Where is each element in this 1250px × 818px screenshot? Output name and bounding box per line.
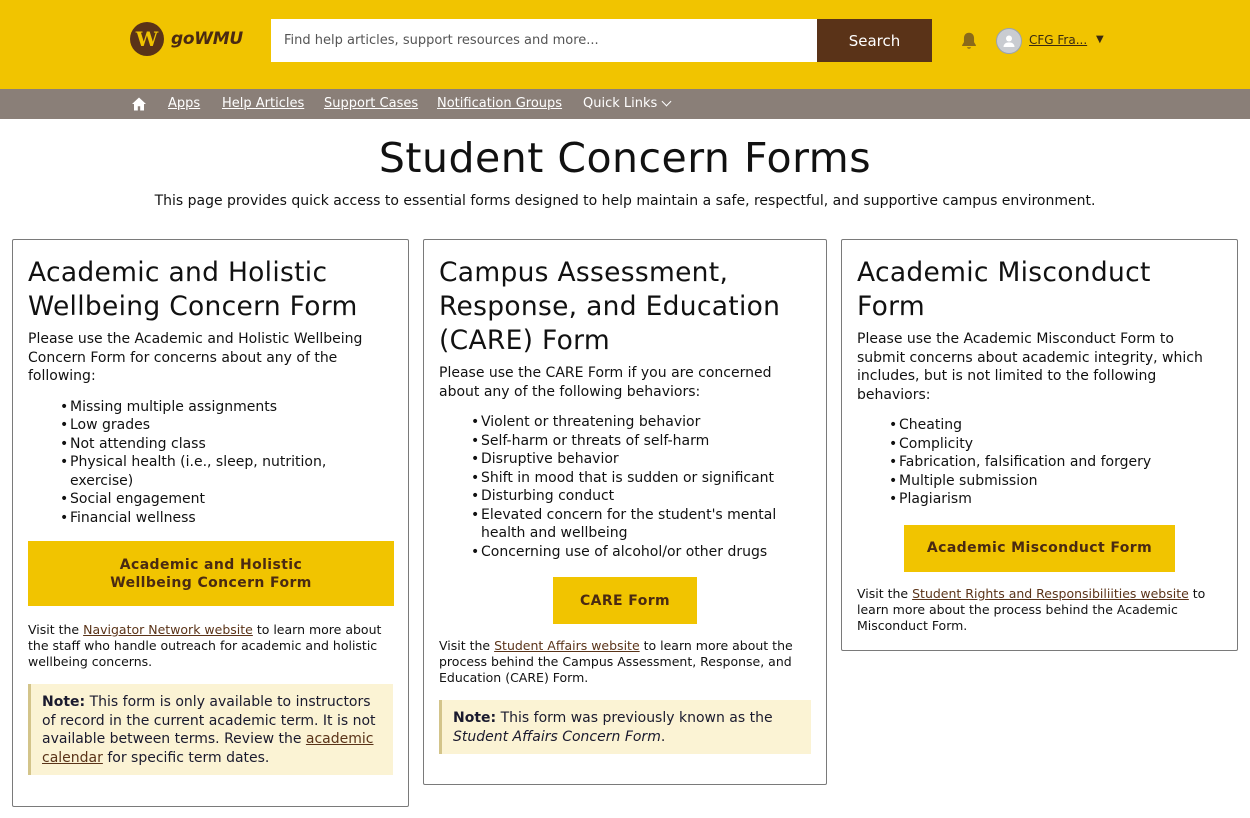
concern-list [28,398,393,528]
list-item: • Disturbing conduct [471,487,811,506]
visit-text [439,638,811,686]
list-item: • Elevated concern for the student's mental health and wellbeing [471,506,811,543]
card-title: Campus Assessment, Response, and Education (CARE) Form [439,257,781,356]
list-item: • Fabrication, falsification and forgery [889,453,1222,472]
visit-text [28,622,393,670]
list-item: • Multiple submission [889,472,1222,491]
card-title: Academic Misconduct Form [857,257,1151,322]
visit-text-post: to learn more about the staff who handle outreach for academic and holistic wellbeing concerns. [28,622,382,669]
list-item: • Violent or threatening behavior [471,413,811,432]
note-italic-text: Student Affairs Concern Form [453,728,661,745]
navigator-network-link[interactable]: Navigator Network website [83,622,253,637]
bell-icon[interactable] [958,30,980,52]
wellbeing-form-card [12,239,409,807]
note-text-pre: This form is only available to instructors of record in the current academic term. It is not available between terms. Review the [42,694,376,747]
student-affairs-link[interactable]: Student Affairs website [494,638,640,653]
visit-text-pre: Visit the [28,622,84,637]
note-text-post: . [660,728,666,745]
list-item: • Shift in mood that is sudden or significant [471,469,811,488]
note-box [439,700,811,754]
visit-text-pre: Visit the [439,638,495,653]
card-title: Academic and Holistic Wellbeing Concern Form [28,257,358,322]
note-text-pre: This form was previously known as the [496,710,773,726]
student-rights-link[interactable]: Student Rights and Responsibiliities website [912,585,1189,601]
card-description: Please use the Academic Misconduct Form to submit concerns about academic integrity, which includes, but is not limited to the following behaviors: [857,331,1203,403]
visit-text-post: to learn more about the process behind the Campus Assessment, Response, and Education (CARE) Form. [439,638,793,685]
wmu-logo-icon: W [130,22,164,56]
list-item: • Disruptive behavior [471,450,811,469]
gowmu-logo[interactable] [130,22,243,56]
list-item: • Financial wellness [60,509,393,528]
card-description: Please use the Academic and Holistic Wellbeing Concern Form for concerns about any of the following: [28,331,363,384]
note-label: Note: [42,694,86,710]
wellbeing-form-button[interactable]: Academic and Holistic Wellbeing Concern Form [28,541,394,606]
list-item: • Plagiarism [889,490,1222,509]
nav-quick-links[interactable] [583,96,670,111]
page-title: Student Concern Forms [378,134,872,182]
list-item: • Concerning use of alcohol/or other drugs [471,543,811,562]
nav-support-cases[interactable]: Support Cases [324,96,419,111]
behavior-list [439,413,811,561]
card-description: Please use the CARE Form if you are concerned about any of the following behaviors: [439,365,772,400]
list-item: • Social engagement [60,490,393,509]
chevron-down-icon [662,97,672,107]
list-item: • Complicity [889,435,1222,454]
care-form-card [423,239,827,785]
nav-notification-groups[interactable]: Notification Groups [437,96,563,111]
list-item: • Not attending class [60,435,393,454]
user-menu-name[interactable]: CFG Fra... [1029,33,1088,47]
note-text-post: for specific term dates. [102,749,270,766]
visit-text-pre: Visit the [857,585,913,601]
home-icon[interactable] [131,96,147,112]
behavior-list [857,416,1222,509]
nav-help-articles[interactable]: Help Articles [222,96,305,111]
visit-text [857,586,1222,634]
list-item: • Cheating [889,416,1222,435]
list-item: • Physical health (i.e., sleep, nutrition, exercise) [60,453,393,490]
note-box [28,684,393,775]
search-button[interactable]: Search [817,19,932,62]
misconduct-form-button[interactable]: Academic Misconduct Form [904,525,1175,572]
user-avatar-icon[interactable] [996,28,1022,54]
academic-calendar-link[interactable]: academic calendar [42,731,374,766]
page-intro: This page provides quick access to essential forms designed to help maintain a safe, respectful, and supportive campus environment. [154,193,1096,209]
list-item: • Missing multiple assignments [60,398,393,417]
nav-apps[interactable]: Apps [168,96,201,111]
person-icon [1001,33,1017,49]
care-form-button[interactable]: CARE Form [553,577,697,624]
visit-text-post: to learn more about the process behind the Academic Misconduct Form. [857,585,1206,633]
note-label: Note: [453,710,497,726]
misconduct-form-card [841,239,1238,651]
nav-quick-links-label: Quick Links [583,96,658,111]
logo-text: goWMU [171,29,243,49]
list-item: • Low grades [60,416,393,435]
list-item: • Self-harm or threats of self-harm [471,432,811,451]
search-input[interactable] [271,19,817,62]
caret-down-icon[interactable]: ▼ [1096,34,1104,45]
